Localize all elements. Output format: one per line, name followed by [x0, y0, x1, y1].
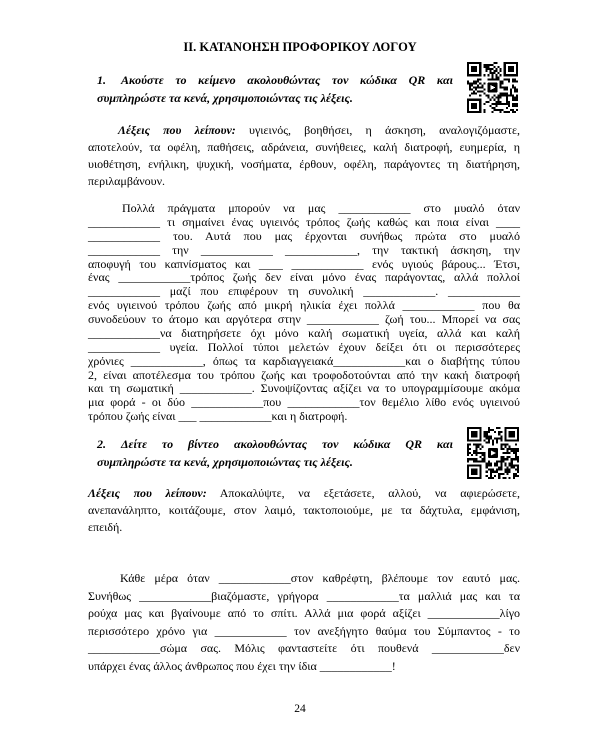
missing-words-line: υιοθέτηση, ενήλικη, ψυχική, νοσήματα, έρθουν, οφέλη, παράγοντες τη διατήρηση,	[88, 157, 520, 172]
gap-fill-text	[88, 202, 520, 424]
gap-fill-text	[88, 570, 520, 676]
text-line: ένας ____________τρόπος ζωής δεν είναι μόνο ένας παράγοντας, αλλά πολλοί	[88, 270, 520, 285]
missing-words-line	[88, 122, 520, 139]
exercise-number: 2.	[97, 437, 106, 451]
text-line: Συνήθως ____________βιαζόμαστε, γρήγορα ____________τα μαλλιά μας και τα	[88, 588, 520, 603]
missing-words-line: αποτελούν, τα οφέλη, παθήσεις, αδράνεια, συνήθειες, καλή διατροφή, ευημερία, η	[88, 139, 520, 154]
text-line: ____________ του. Αυτά που μας έρχονται συνήθως πρώτα στο μυαλό	[88, 228, 520, 243]
missing-words-box	[88, 485, 520, 536]
instruction-line: συμπληρώστε τα κενά, χρησιμοποιώντας τις λέξεις.	[97, 91, 353, 105]
missing-words-line: ανεπανάληπτο, κοιτάζουμε, στον λαιμό, τακτοποιούμε, με τα δάχτυλα, εμφάνιση,	[88, 502, 520, 517]
instruction-line: Ακούστε το κείμενο ακολουθώντας τον κώδικα QR και	[121, 73, 453, 87]
text-line: ενός υγιεινού τρόπου ζωής από μικρή ηλικία έχει πολλά ____________ που θα	[88, 298, 520, 313]
text-line: ____________να διατηρήσετε όχι μόνο καλή σωματική υγεία, αλλά και καλή	[88, 325, 520, 340]
text-line: ____________σώμα σας. Μόλις φανταστείτε ότι πουθενά ____________δεν	[88, 641, 520, 656]
exercise-2-instructions	[97, 435, 453, 471]
page-title: II. ΚΑΤΑΝΟΗΣΗ ΠΡΟΦΟΡΙΚΟΥ ΛΟΓΟΥ	[183, 40, 417, 54]
instruction-line: Δείτε το βίντεο ακολουθώντας τον κώδικα QR και	[121, 437, 453, 451]
text-line: αποφυγή του καπνίσματος και ____ ____________ ενός υγιούς βάρους... Έτσι,	[88, 256, 520, 271]
text-line: και τη σωματική ____________. Συνοψίζοντας αξίζει να το υπογραμμίσουμε ακόμα	[88, 381, 520, 396]
missing-words-label: Λέξεις που λείπουν:	[88, 485, 207, 500]
missing-words-list: Αποκαλύψτε, να εξετάσετε, αλλού, να αφιερώσετε,	[219, 485, 520, 500]
text-line: χρόνιες ____________, όπως τα καρδιαγγειακά____________και ο διαβήτης τύπου	[88, 353, 520, 368]
text-line: περισσότερο χρόνο για ____________ τον ανεξήγητο θαύμα του Σύμπαντος - το	[88, 623, 520, 638]
page-number: 24	[294, 703, 306, 715]
instruction-line: συμπληρώστε τα κενά, χρησιμοποιώντας τις λέξεις.	[97, 455, 353, 469]
text-line: ____________ την ____________ ____________, την τακτική άσκηση, την	[88, 242, 520, 257]
missing-words-line	[88, 485, 520, 502]
qr-code-icon	[467, 427, 519, 479]
text-line: μια φορά - οι δύο ____________που ____________τον θεμέλιο λίθο ενός υγιεινού	[88, 395, 520, 410]
text-line: συνοδεύουν το άτομο και αργότερα στην ____________ ζωή του... Μπορεί να σας	[88, 312, 520, 326]
text-line: ρούχα μας και βγαίνουμε από το σπίτι. Αλλά μια φορά αξίζει ____________λίγο	[88, 606, 520, 621]
exercise-1-instructions	[97, 71, 453, 107]
missing-words-line: επειδή.	[88, 519, 123, 534]
text-line: υπάρχει ένας άλλος άνθρωπος που έχει την ίδια ____________!	[88, 658, 396, 673]
missing-words-box	[88, 122, 520, 191]
missing-words-line: περιλαμβάνουν.	[88, 174, 166, 189]
qr-code-icon	[467, 62, 518, 113]
text-line: τρόπου ζωής είναι ___ ____________και η διατροφή.	[88, 409, 348, 424]
text-line: ____________ τι σημαίνει ένας υγιεινός τρόπος ζωής καθώς και ποια είναι ____	[88, 214, 520, 229]
missing-words-label: Λέξεις που λείπουν:	[118, 122, 236, 137]
text-line: 2, είναι αποτέλεσμα του τρόπου ζωής και τροφοδοτούνται από την κακή διατροφή	[88, 367, 520, 382]
text-line: ____________ μαζί που επιφέρουν τη συνολική ____________. ____________	[88, 284, 520, 299]
missing-words-list: υγιεινός, βοηθήσει, η άσκηση, αναλογιζόμαστε,	[249, 122, 521, 137]
text-line: Κάθε μέρα όταν ____________στον καθρέφτη, βλέπουμε τον εαυτό μας.	[120, 571, 520, 585]
exercise-number: 1.	[97, 73, 106, 87]
text-line: Πολλά πράγματα μπορούν να μας ____________ στο μυαλό όταν	[122, 201, 520, 215]
text-line: ____________ υγεία. Πολλοί τύποι μελετών έχουν δείξει ότι οι περισσότερες	[88, 339, 520, 354]
